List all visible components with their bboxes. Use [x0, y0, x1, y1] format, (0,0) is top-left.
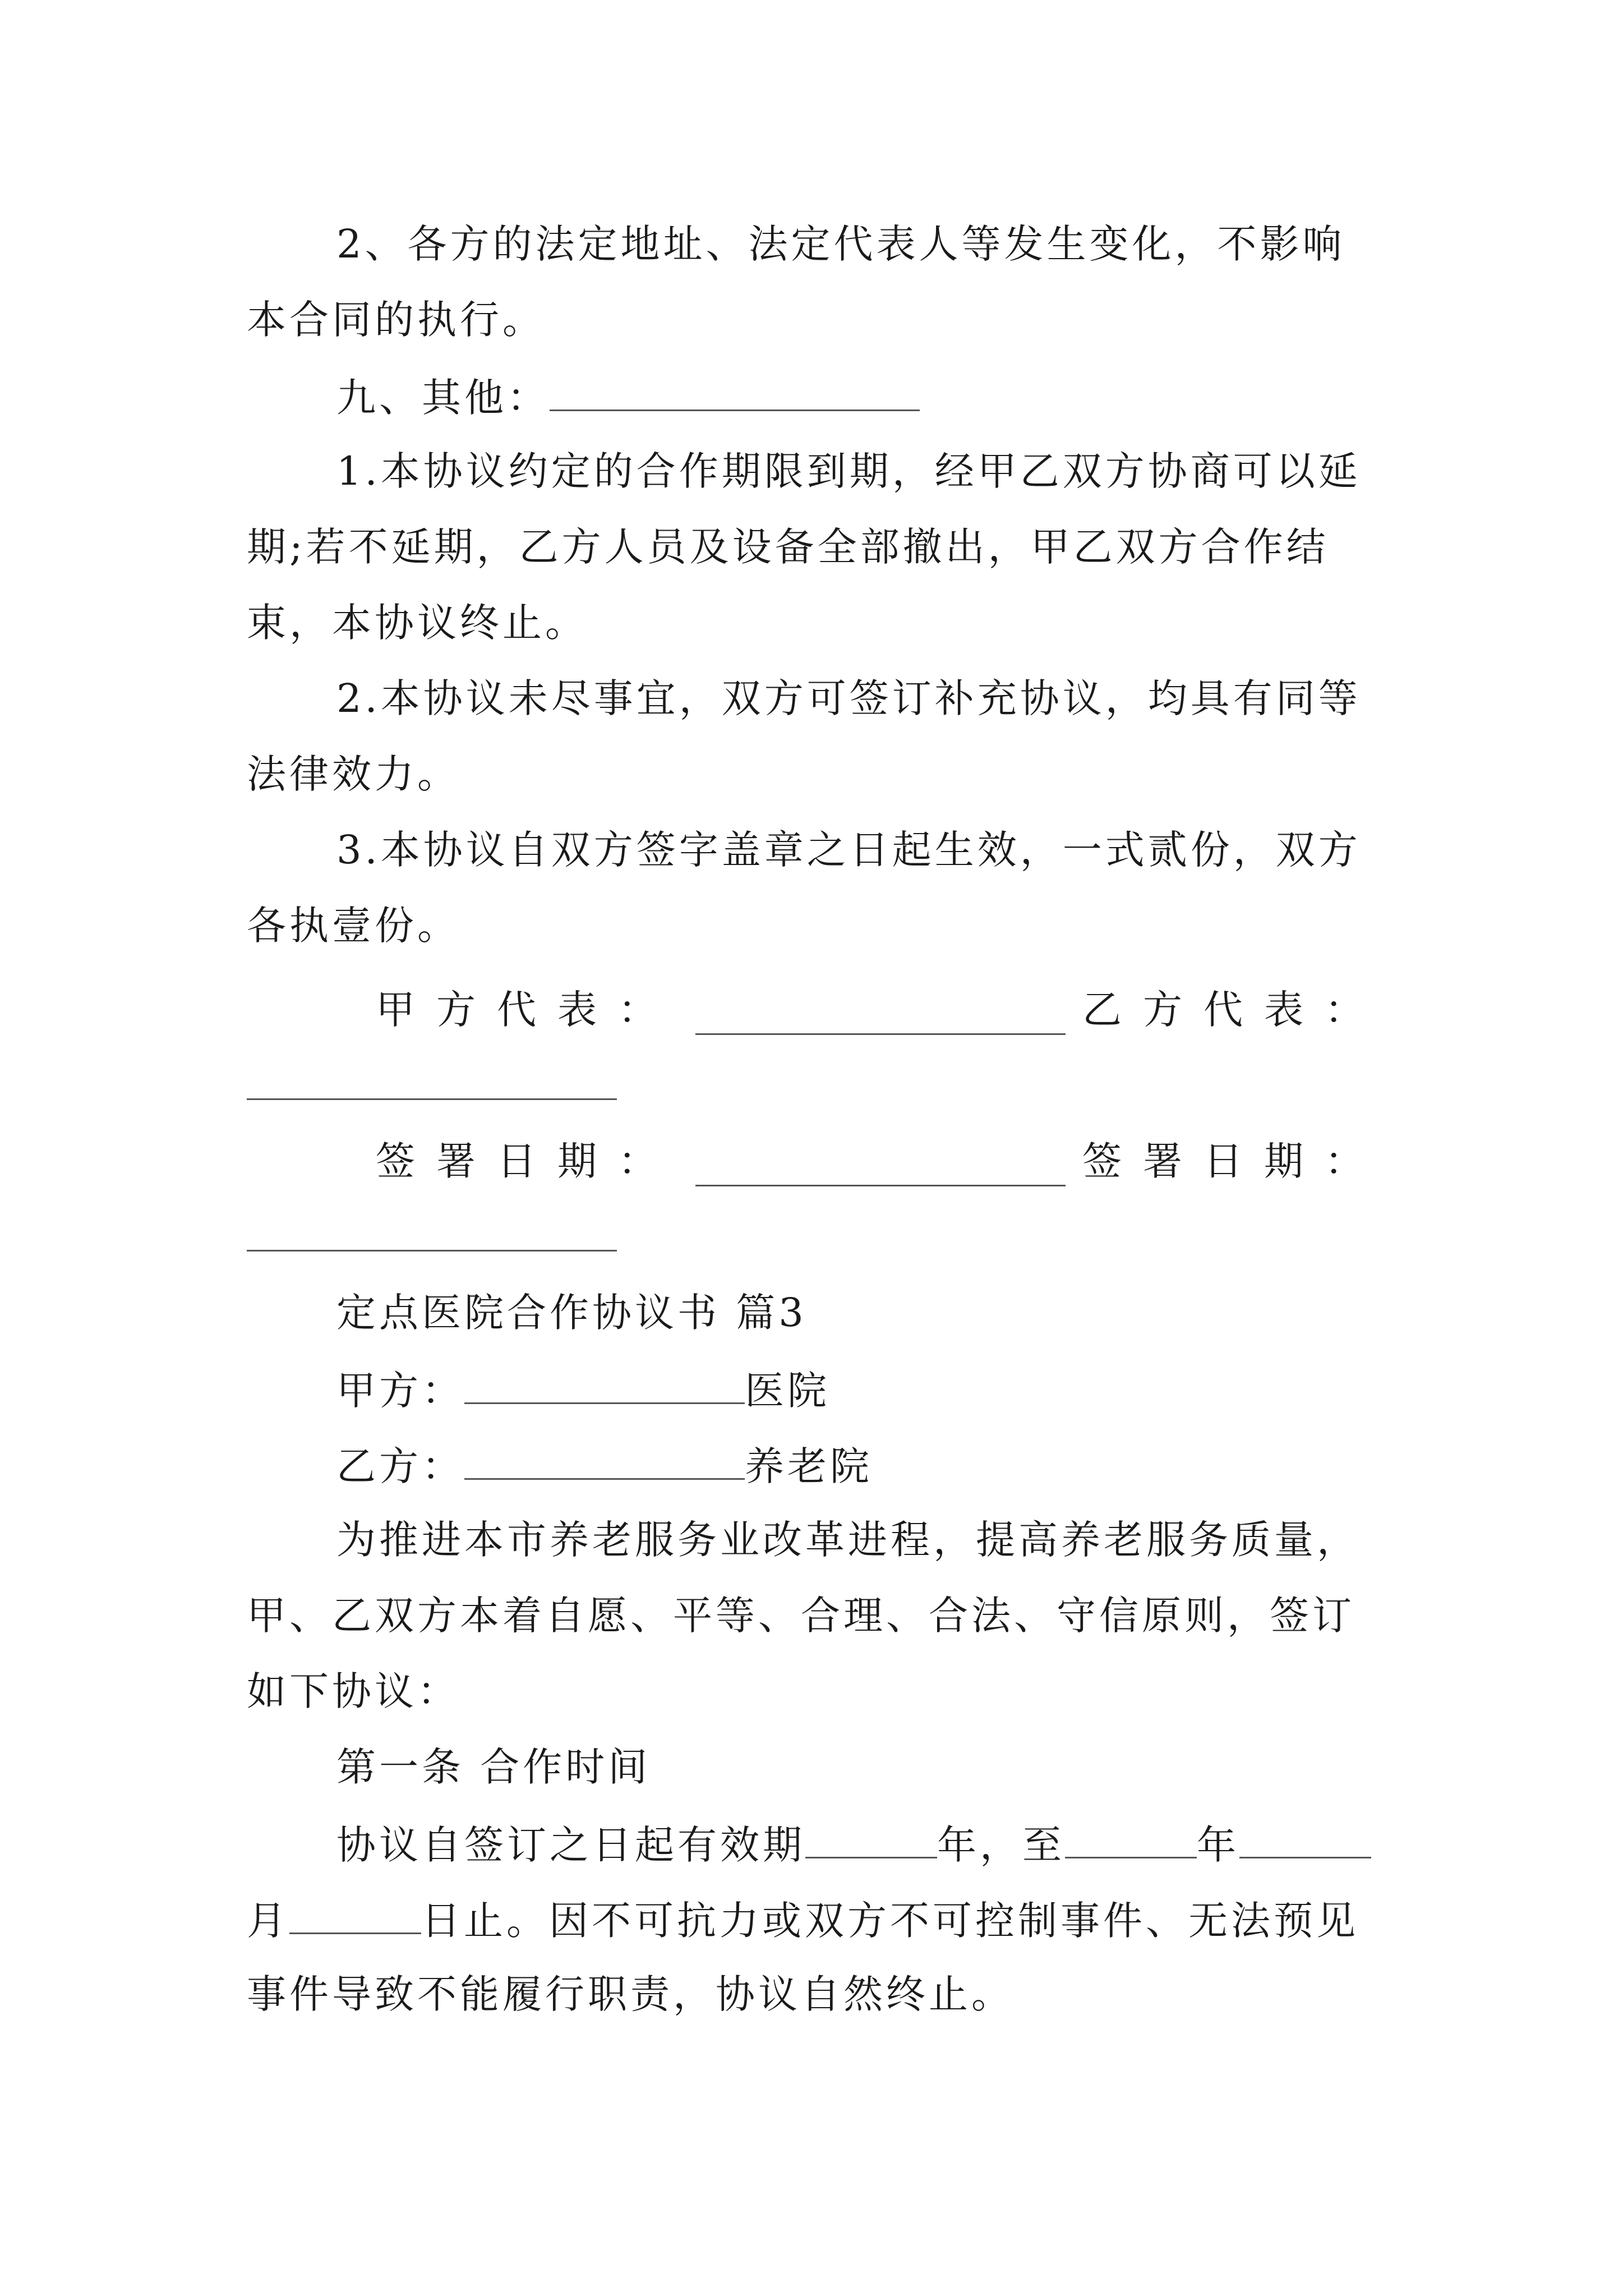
term-text: 月: [247, 1898, 289, 1944]
party-a-line: [336, 1363, 1385, 1416]
paragraph-line: 为推进本市养老服务业改革进程，提高养老服务质量，: [336, 1517, 1359, 1563]
party-a-rep-label: 甲方代表：: [376, 987, 679, 1033]
party-a-prefix: 甲方：: [336, 1368, 464, 1414]
end-year-blank: [1065, 1818, 1197, 1858]
party-b-rep-label: 乙方代表：: [1082, 987, 1385, 1033]
end-month-blank: [1239, 1818, 1371, 1858]
paragraph-line: 如下协议：: [247, 1668, 460, 1714]
article-title: 第一条 合作时间: [336, 1744, 651, 1790]
term-years-blank: [805, 1818, 937, 1858]
party-b-blank: [464, 1439, 745, 1480]
paragraph-line: 2.本协议未尽事宜，双方可签订补充协议，均具有同等: [336, 675, 1361, 721]
sign-date-b-label: 签署日期：: [1082, 1138, 1385, 1184]
paragraph-line: 各执壹份。: [247, 903, 460, 949]
term-text: 日止。因不可抗力或双方不可控制事件、无法预见: [421, 1898, 1359, 1944]
sign-date-a-blank: [695, 1145, 1066, 1186]
party-b-rep-blank: [247, 1098, 617, 1100]
term-text: 年，至: [937, 1822, 1065, 1868]
term-line-2: [247, 1893, 1385, 1946]
party-b-prefix: 乙方：: [336, 1443, 464, 1489]
end-day-blank: [289, 1893, 421, 1934]
section-other-label: 九、其他：: [336, 375, 550, 421]
sign-date-b-blank: [247, 1250, 617, 1251]
section-heading: 定点医院合作协议书 篇3: [336, 1290, 807, 1336]
section-other: [336, 370, 1385, 423]
paragraph-line: 事件导致不能履行职责，协议自然终止。: [247, 1971, 1014, 2017]
party-a-blank: [464, 1363, 745, 1404]
paragraph-line: 1.本协议约定的合作期限到期，经甲乙双方协商可以延: [336, 448, 1361, 494]
paragraph-line: 本合同的执行。: [247, 297, 545, 343]
paragraph-line: 束，本协议终止。: [247, 600, 588, 646]
party-b-suffix: 养老院: [745, 1443, 873, 1489]
term-text: 协议自签订之日起有效期: [336, 1822, 805, 1868]
sign-date-a-label: 签署日期：: [376, 1138, 679, 1184]
party-b-line: [336, 1439, 1385, 1492]
term-text: 年: [1197, 1822, 1239, 1868]
party-a-rep-blank: [695, 994, 1066, 1035]
signature-row-dates: [376, 1136, 1385, 1186]
blank-field: [550, 370, 920, 411]
paragraph-line: 3.本协议自双方签字盖章之日起生效，一式贰份，双方: [336, 827, 1361, 873]
party-a-suffix: 医院: [745, 1368, 830, 1414]
paragraph-line: 甲、乙双方本着自愿、平等、合理、合法、守信原则，签订: [247, 1593, 1355, 1639]
paragraph-line: 期;若不延期，乙方人员及设备全部撤出，甲乙双方合作结: [247, 524, 1329, 570]
signature-row-representatives: [376, 984, 1385, 1035]
term-line-1: [336, 1818, 1385, 1870]
paragraph-line: 2、各方的法定地址、法定代表人等发生变化，不影响: [336, 221, 1345, 267]
paragraph-line: 法律效力。: [247, 751, 460, 797]
